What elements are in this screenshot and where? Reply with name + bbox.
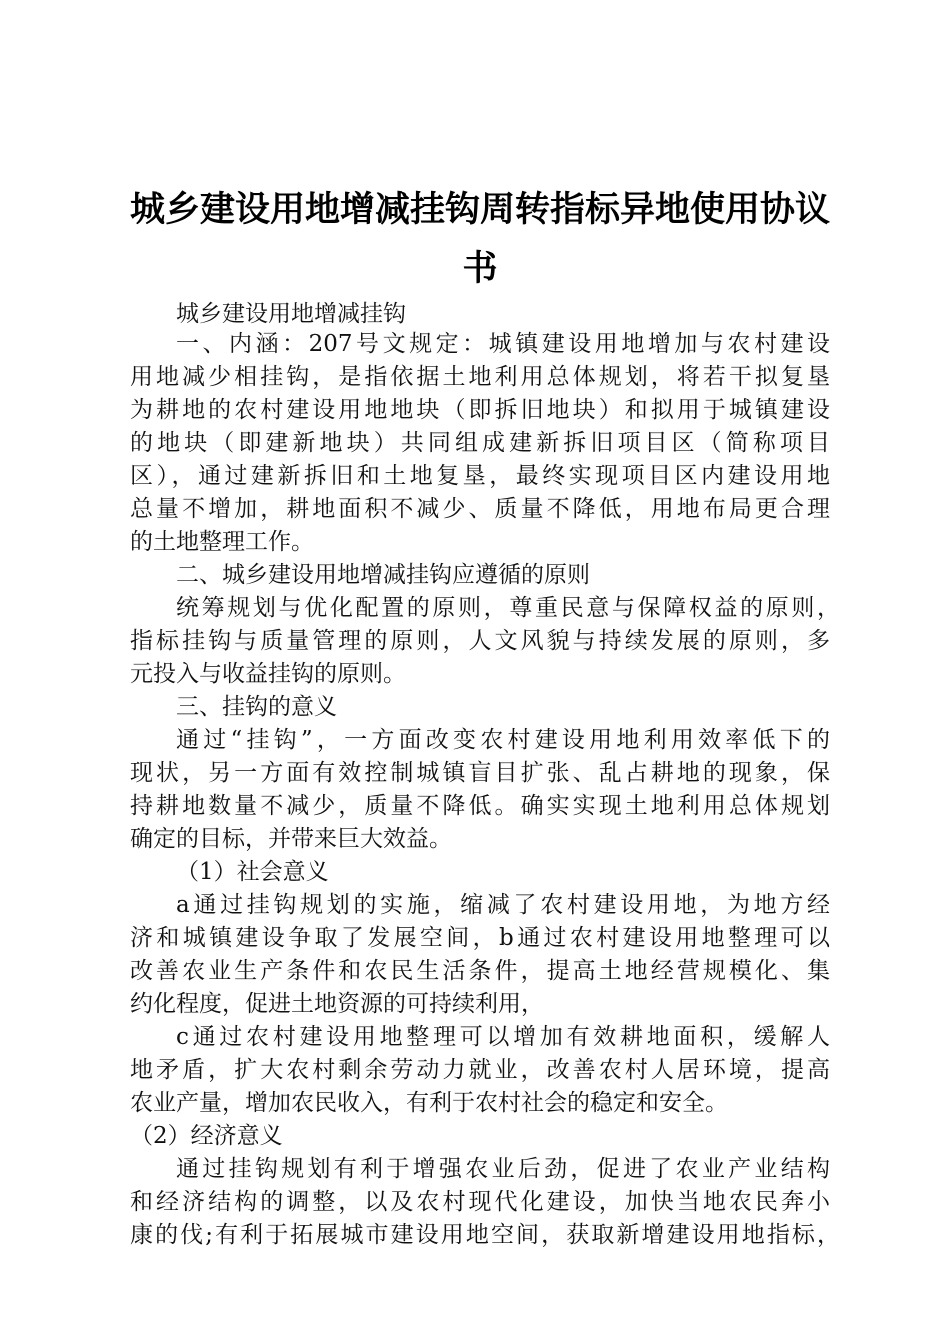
paragraph-line: c通过农村建设用地整理可以增加有效耕地面积，缓解人 [176, 1024, 830, 1050]
paragraph-line: 统筹规划与优化配置的原则，尊重民意与保障权益的原则， [176, 595, 840, 621]
paragraph-line: 持耕地数量不减少，质量不降低。确实实现土地利用总体规划 [130, 793, 830, 819]
document-title-line-1: 城乡建设用地增减挂钩周转指标异地使用协议 [129, 189, 830, 230]
document-title-line-2: 书 [462, 248, 498, 289]
paragraph-line: 农业产量，增加农民收入，有利于农村社会的稳定和安全。 [130, 1090, 728, 1116]
paragraph-line: 元投入与收益挂钩的原则。 [130, 661, 406, 687]
section-heading: （1）社会意义 [176, 859, 329, 885]
paragraph-line: 康的伐;有利于拓展城市建设用地空间，获取新增建设用地指标， [130, 1222, 840, 1248]
paragraph-line: 和经济结构的调整，以及农村现代化建设，加快当地农民奔小 [130, 1189, 830, 1215]
paragraph-line: 的地块（即建新地块）共同组成建新拆旧项目区（简称项目 [130, 430, 830, 456]
paragraph-line: 约化程度，促进土地资源的可持续利用， [130, 991, 544, 1017]
paragraph-line: 地矛盾，扩大农村剩余劳动力就业，改善农村人居环境，提高 [130, 1057, 830, 1083]
paragraph-line: 区），通过建新拆旧和土地复垦，最终实现项目区内建设用地 [130, 463, 830, 489]
paragraph-line: 济和城镇建设争取了发展空间，b通过农村建设用地整理可以 [130, 925, 830, 951]
paragraph-line: a通过挂钩规划的实施，缩减了农村建设用地，为地方经 [176, 892, 830, 918]
paragraph-line: 的土地整理工作。 [130, 529, 314, 555]
section-heading: 城乡建设用地增减挂钩 [176, 301, 406, 327]
paragraph-line: 为耕地的农村建设用地地块（即拆旧地块）和拟用于城镇建设 [130, 397, 830, 423]
paragraph-line: 通过挂钩规划有利于增强农业后劲，促进了农业产业结构 [176, 1156, 830, 1182]
paragraph-line: 一、内涵：207号文规定：城镇建设用地增加与农村建设 [176, 331, 830, 357]
paragraph-line: 用地减少相挂钩，是指依据土地利用总体规划，将若干拟复垦 [130, 364, 830, 390]
paragraph-line: 改善农业生产条件和农民生活条件，提高土地经营规模化、集 [130, 958, 830, 984]
paragraph-line: 现状，另一方面有效控制城镇盲目扩张、乱占耕地的现象，保 [130, 760, 830, 786]
paragraph-line: 确定的目标，并带来巨大效益。 [130, 826, 452, 852]
paragraph-line: 指标挂钩与质量管理的原则，人文风貌与持续发展的原则，多 [130, 628, 830, 654]
section-heading: （2）经济意义 [130, 1123, 283, 1149]
paragraph-line: 总量不增加，耕地面积不减少、质量不降低，用地布局更合理 [130, 496, 830, 522]
paragraph-line: 通过“挂钩”，一方面改变农村建设用地利用效率低下的 [176, 727, 830, 753]
section-heading: 三、挂钩的意义 [176, 694, 337, 720]
section-heading: 二、城乡建设用地增减挂钩应遵循的原则 [176, 562, 590, 588]
